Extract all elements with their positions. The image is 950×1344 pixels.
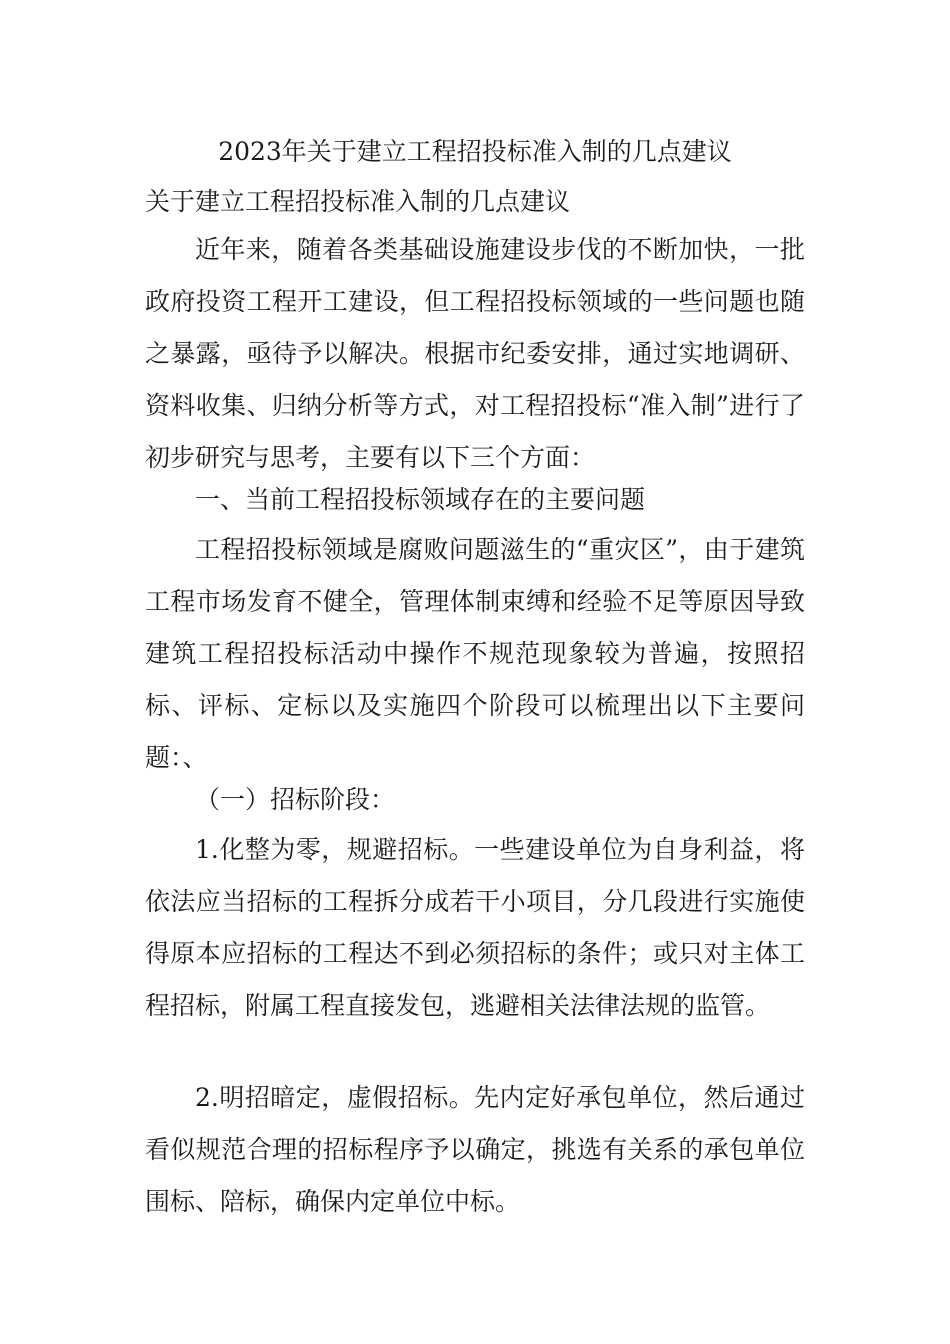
list-item-split-tender: 1.化整为零，规避招标。一些建设单位为自身利益，将依法应当招标的工程拆分成若干小项目，分几段进行实施使得原本应招标的工程达不到必须招标的条件；或只对主体工程招标，附属工程直接发包，逃避相关法律法规的监管。	[145, 835, 805, 1020]
section-heading-main-problems: 一、当前工程招投标领域存在的主要问题	[195, 485, 646, 514]
document-title: 2023年关于建立工程招投标准入制的几点建议	[218, 137, 732, 166]
list-item-fake-tender: 2.明招暗定，虚假招标。先内定好承包单位，然后通过看似规范合理的招标程序予以确定，挑选有关系的承包单位围标、陪标，确保内定单位中标。	[145, 1083, 805, 1216]
document-subtitle: 关于建立工程招投标准入制的几点建议	[145, 187, 571, 216]
section-paragraph-problems: 工程招投标领域是腐败问题滋生的“重灾区”，由于建筑工程市场发育不健全，管理体制束缚和经验不足等原因导致建筑工程招投标活动中操作不规范现象较为普遍，按照招标、评标、定标以及实施四个阶段可以梳理出以下主要问题：、	[145, 535, 805, 772]
intro-paragraph: 近年来，随着各类基础设施建设步伐的不断加快，一批政府投资工程开工建设，但工程招投标领域的一些问题也随之暴露，亟待予以解决。根据市纪委安排，通过实地调研、资料收集、归纳分析等方式，对工程招投标“准入制”进行了初步研究与思考，主要有以下三个方面：	[145, 235, 805, 472]
subsection-heading-tender-stage: （一）招标阶段：	[195, 785, 396, 814]
